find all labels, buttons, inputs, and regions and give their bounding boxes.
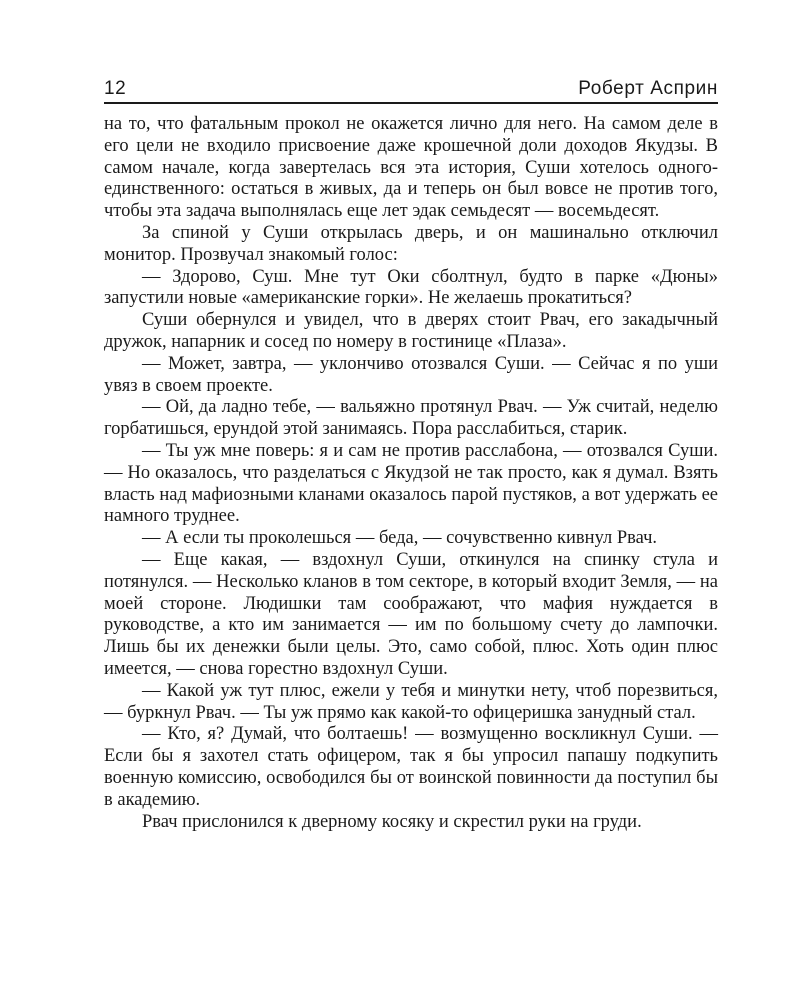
dialogue-line: — Еще какая, — вздохнул Суши, откинулся на спинку стула и потянулся. — Несколько кланов в том секторе, в который входит Земля, — на моей стороне. Людишки там соображают, что мафия нуждается в руководстве, а кто им занимается — им по большому счету до лампочки. Лишь бы их денежки были целы. Это, само собой, плюс. Хоть один плюс имеется, — снова горестно вздохнул Суши. xyxy=(104,549,718,679)
paragraph: Рвач прислонился к дверному косяку и скрестил руки на груди. xyxy=(142,811,642,832)
book-page xyxy=(104,78,718,833)
body-text xyxy=(104,114,718,833)
dialogue-line: — Здорово, Суш. Мне тут Оки сболтнул, будто в парке «Дюны» запустили новые «американские горки». Не желаешь прокатиться? xyxy=(104,266,718,309)
dialogue-line: — Какой уж тут плюс, ежели у тебя и минутки нету, чтоб порезвиться, — буркнул Рвач. — Ты уж прямо как какой-то офицеришка занудный стал. xyxy=(104,680,718,723)
author-name: Роберт Асприн xyxy=(578,78,718,99)
paragraph: Суши обернулся и увидел, что в дверях стоит Рвач, его закадычный дружок, напарник и сосед по номеру в гостинице «Плаза». xyxy=(104,310,718,352)
dialogue-line: — А если ты проколешься — беда, — сочувственно кивнул Рвач. xyxy=(142,528,658,549)
dialogue-line: — Может, завтра, — уклончиво отозвался Суши. — Сейчас я по уши увяз в своем проекте. xyxy=(104,353,718,396)
dialogue-line: — Кто, я? Думай, что болтаешь! — возмущенно воскликнул Суши. — Если бы я захотел стать офицером, так я бы упросил папашу подкупить военную комиссию, освободился бы от воинской повинности да поступил бы в академию. xyxy=(104,724,718,810)
paragraph: За спиной у Суши открылась дверь, и он машинально отключил монитор. Прозвучал знакомый голос: xyxy=(104,222,718,265)
dialogue-line: — Ты уж мне поверь: я и сам не против расслабона, — отозвался Суши. — Но оказалось, что разделаться с Якудзой не так просто, как я думал. Взять власть над мафиозными кланами оказалось парой пустяков, а вот удержать ее намного труднее. xyxy=(104,440,718,527)
page-number: 12 xyxy=(104,78,127,99)
dialogue-line: — Ой, да ладно тебе, — вальяжно протянул Рвач. — Уж считай, неделю горбатишься, ерундой этой занимаясь. Пора расслабиться, старик. xyxy=(104,397,718,440)
running-header xyxy=(104,78,718,104)
paragraph-continued: на то, что фатальным прокол не окажется лично для него. На самом деле в его цели не входило присвоение даже крошечной доли доходов Якудзы. В самом начале, когда завертелась вся эта история, Суши хотелось одного-единственного: остаться в живых, да и теперь он был вовсе не против того, чтобы эта задача выполнялась еще лет эдак семьдесят — восемьдесят. xyxy=(104,114,718,222)
